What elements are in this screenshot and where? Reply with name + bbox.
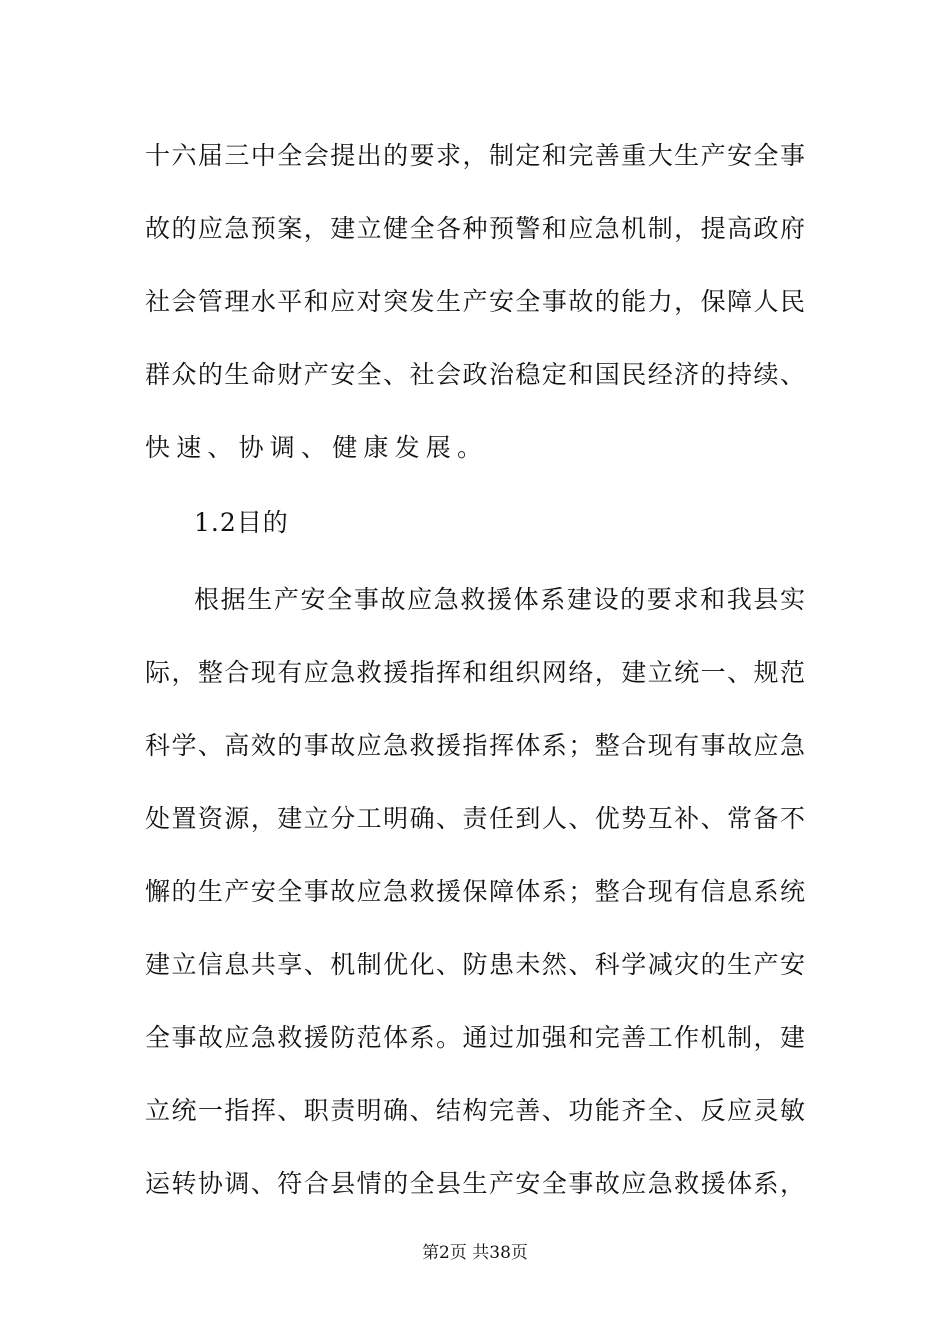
paragraph-2-line-8: 立统一指挥、职责明确、结构完善、功能齐全、反应灵敏 bbox=[145, 1096, 805, 1125]
paragraph-2-line-1: 根据生产安全事故应急救援体系建设的要求和我县实 bbox=[194, 585, 805, 614]
paragraph-1-line-2: 故的应急预案，建立健全各种预警和应急机制，提高政府 bbox=[145, 214, 805, 243]
paragraph-1-line-4: 群众的生命财产安全、社会政治稳定和国民经济的持续、 bbox=[145, 360, 805, 389]
paragraph-1-line-5: 快速、协调、健康发展。 bbox=[145, 433, 489, 462]
paragraph-2-line-9: 运转协调、符合县情的全县生产安全事故应急救援体系， bbox=[145, 1169, 805, 1198]
paragraph-2-line-4: 处置资源，建立分工明确、责任到人、优势互补、常备不 bbox=[145, 804, 805, 833]
paragraph-1-line-1: 十六届三中全会提出的要求，制定和完善重大生产安全事 bbox=[145, 141, 805, 170]
paragraph-2-line-2: 际，整合现有应急救援指挥和组织网络，建立统一、规范 bbox=[145, 658, 805, 687]
paragraph-2-line-6: 建立信息共享、机制优化、防患未然、科学减灾的生产安 bbox=[145, 950, 805, 979]
section-heading: 1.2目的 bbox=[194, 508, 289, 537]
paragraph-2-line-5: 懈的生产安全事故应急救援保障体系；整合现有信息系统 bbox=[145, 877, 805, 906]
paragraph-2-line-7: 全事故应急救援防范体系。通过加强和完善工作机制，建 bbox=[145, 1023, 805, 1052]
page-number-footer: 第2页 共38页 bbox=[422, 1243, 528, 1263]
paragraph-1-line-3: 社会管理水平和应对突发生产安全事故的能力，保障人民 bbox=[145, 287, 805, 316]
paragraph-2-line-3: 科学、高效的事故应急救援指挥体系；整合现有事故应急 bbox=[145, 731, 805, 760]
